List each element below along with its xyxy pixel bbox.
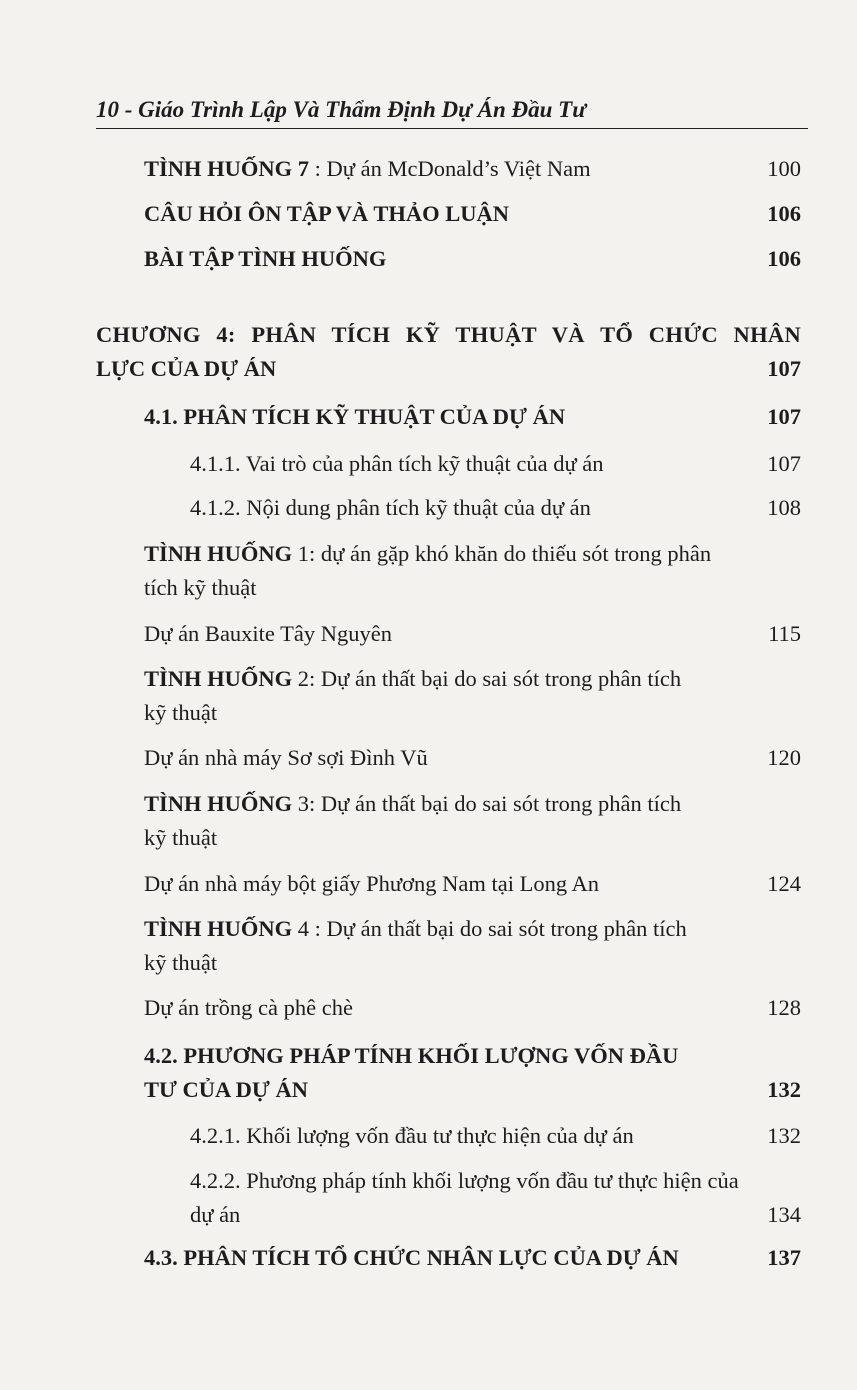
page-number: 107 bbox=[767, 356, 801, 381]
entry-text-line2: kỹ thuật bbox=[144, 700, 218, 725]
page-number: 107 bbox=[767, 451, 801, 476]
entry-text: BÀI TẬP TÌNH HUỐNG bbox=[144, 246, 387, 271]
entry-text-line1: CHƯƠNG 4: PHÂN TÍCH KỸ THUẬT VÀ TỔ CHỨC NHÂN bbox=[96, 322, 801, 347]
entry-text: 4.3. PHÂN TÍCH TỔ CHỨC NHÂN LỰC CỦA DỰ ÁN bbox=[144, 1245, 679, 1270]
entry-text-line1: 4.2. PHƯƠNG PHÁP TÍNH KHỐI LƯỢNG VỐN ĐẦU bbox=[144, 1043, 679, 1068]
running-header: 10 - Giáo Trình Lập Và Thẩm Định Dự Án Đầu Tư bbox=[96, 96, 808, 129]
page-number: 137 bbox=[767, 1245, 801, 1270]
entry-text-line1: 4.2.2. Phương pháp tính khối lượng vốn đầu tư thực hiện của bbox=[190, 1168, 739, 1193]
entry-text-line1: 2: Dự án thất bại do sai sót trong phân tích bbox=[292, 666, 682, 691]
page-number: 106 bbox=[767, 246, 801, 271]
page-number: 106 bbox=[767, 201, 801, 226]
case-label: TÌNH HUỐNG bbox=[144, 541, 293, 566]
chapter-entry[interactable] bbox=[96, 318, 801, 388]
case-label: TÌNH HUỐNG 7 bbox=[144, 156, 310, 181]
toc-entry[interactable] bbox=[144, 991, 801, 1025]
entry-text-line2: LỰC CỦA DỰ ÁN bbox=[96, 356, 277, 381]
case-label: TÌNH HUỐNG bbox=[144, 916, 293, 941]
toc-entry[interactable] bbox=[144, 242, 801, 276]
page-number: 124 bbox=[767, 871, 801, 896]
entry-text: Dự án nhà máy bột giấy Phương Nam tại Long An bbox=[144, 871, 599, 896]
entry-text: : Dự án McDonald’s Việt Nam bbox=[309, 156, 591, 181]
entry-text: Dự án Bauxite Tây Nguyên bbox=[144, 621, 392, 646]
toc-entry[interactable] bbox=[144, 867, 801, 901]
page-number: 115 bbox=[768, 621, 801, 646]
subsection-entry[interactable] bbox=[190, 447, 801, 481]
entry-text: Dự án trồng cà phê chè bbox=[144, 995, 353, 1020]
page-number: 128 bbox=[767, 995, 801, 1020]
page-number: 108 bbox=[767, 495, 801, 520]
case-entry[interactable] bbox=[144, 787, 801, 855]
page-number: 100 bbox=[767, 156, 801, 181]
entry-text: Dự án nhà máy Sơ sợi Đình Vũ bbox=[144, 745, 428, 770]
entry-text-line2: TƯ CỦA DỰ ÁN bbox=[144, 1077, 308, 1102]
entry-text: CÂU HỎI ÔN TẬP VÀ THẢO LUẬN bbox=[144, 201, 510, 226]
page-number: 120 bbox=[767, 745, 801, 770]
toc-entry[interactable] bbox=[144, 741, 801, 775]
case-label: TÌNH HUỐNG bbox=[144, 666, 293, 691]
toc-entry[interactable] bbox=[144, 617, 801, 651]
case-entry[interactable] bbox=[144, 537, 801, 605]
toc-entry[interactable] bbox=[144, 197, 801, 231]
toc-entry[interactable] bbox=[144, 152, 801, 186]
section-entry[interactable] bbox=[144, 1039, 801, 1109]
page-number: 107 bbox=[767, 404, 801, 429]
section-entry[interactable] bbox=[144, 1241, 801, 1275]
page-number: 134 bbox=[767, 1202, 801, 1227]
subsection-entry[interactable] bbox=[190, 491, 801, 525]
entry-text-line2: tích kỹ thuật bbox=[144, 575, 257, 600]
entry-text: 4.1.2. Nội dung phân tích kỹ thuật của dự án bbox=[190, 495, 591, 520]
entry-text: 4.1.1. Vai trò của phân tích kỹ thuật của dự án bbox=[190, 451, 604, 476]
case-label: TÌNH HUỐNG bbox=[144, 791, 293, 816]
entry-text-line2: kỹ thuật bbox=[144, 825, 218, 850]
page-number: 132 bbox=[767, 1123, 801, 1148]
entry-text-line2: kỹ thuật bbox=[144, 950, 218, 975]
page-number: 132 bbox=[767, 1077, 801, 1102]
section-entry[interactable] bbox=[144, 400, 801, 434]
case-entry[interactable] bbox=[144, 662, 801, 730]
entry-text-line1: 3: Dự án thất bại do sai sót trong phân tích bbox=[292, 791, 682, 816]
subsection-entry[interactable] bbox=[190, 1164, 801, 1234]
case-entry[interactable] bbox=[144, 912, 801, 980]
entry-text-line2: dự án bbox=[190, 1202, 241, 1227]
entry-text-line1: 1: dự án gặp khó khăn do thiếu sót trong phân bbox=[292, 541, 712, 566]
subsection-entry[interactable] bbox=[190, 1119, 801, 1153]
entry-text-line1: 4 : Dự án thất bại do sai sót trong phân tích bbox=[292, 916, 687, 941]
entry-text: 4.1. PHÂN TÍCH KỸ THUẬT CỦA DỰ ÁN bbox=[144, 404, 566, 429]
entry-text: 4.2.1. Khối lượng vốn đầu tư thực hiện của dự án bbox=[190, 1123, 634, 1148]
